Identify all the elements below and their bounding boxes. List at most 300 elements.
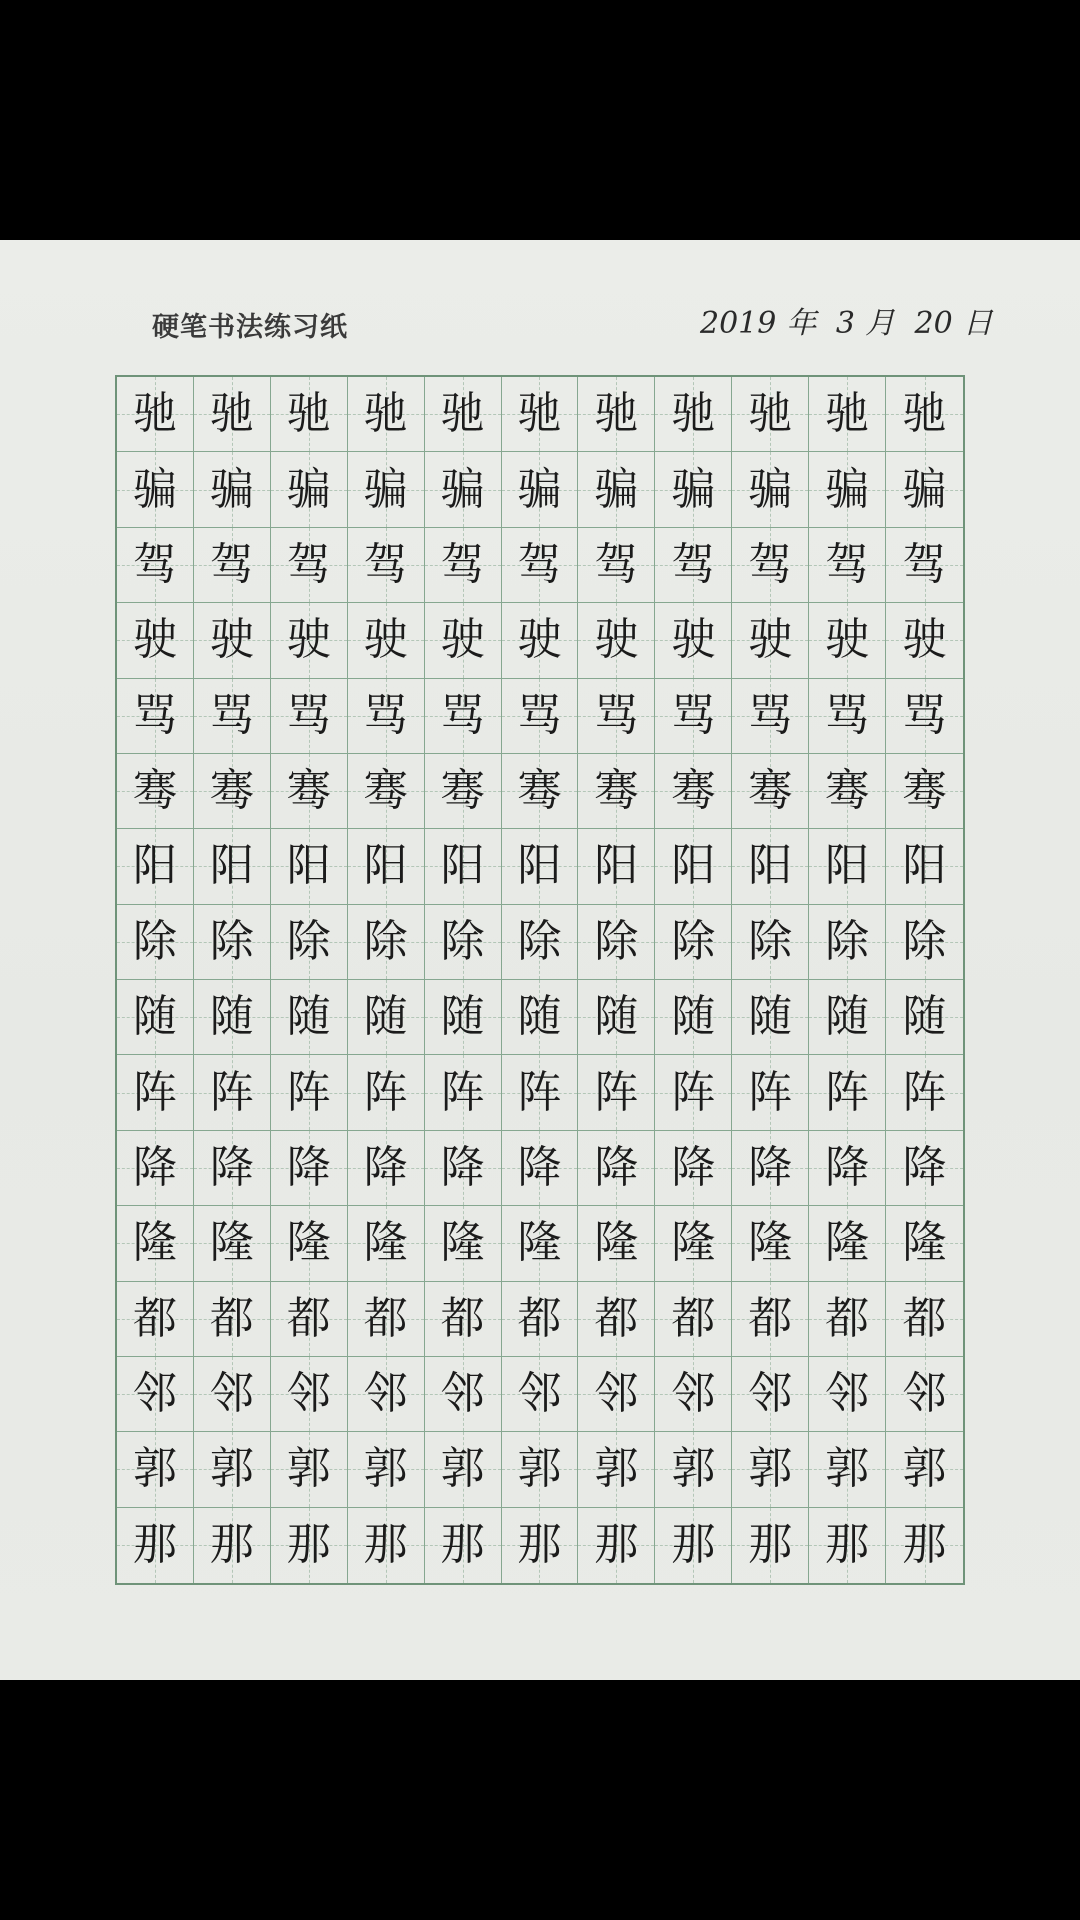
practice-character: 骂 <box>594 689 639 741</box>
practice-character: 驰 <box>748 388 793 440</box>
practice-character: 降 <box>286 1141 331 1193</box>
practice-character: 降 <box>517 1141 562 1193</box>
grid-cell <box>809 1508 886 1583</box>
grid-cell <box>809 1206 886 1281</box>
practice-character: 隆 <box>363 1217 408 1269</box>
practice-character: 阳 <box>825 840 870 892</box>
practice-character: 隆 <box>594 1217 639 1269</box>
grid-cell <box>348 1357 425 1432</box>
practice-character: 驰 <box>132 388 177 440</box>
practice-character: 骞 <box>517 765 562 817</box>
practice-character: 都 <box>902 1292 947 1344</box>
practice-character: 驶 <box>209 614 254 666</box>
practice-character: 邻 <box>517 1368 562 1420</box>
practice-character: 驰 <box>825 388 870 440</box>
grid-cell <box>271 1131 348 1206</box>
grid-cell <box>809 754 886 829</box>
practice-character: 骂 <box>671 689 716 741</box>
practice-character: 降 <box>209 1141 254 1193</box>
grid-cell <box>886 679 963 754</box>
grid-cell <box>425 1131 502 1206</box>
practice-character: 驾 <box>132 538 177 590</box>
grid-cell <box>502 980 579 1055</box>
grid-cell <box>117 1282 194 1357</box>
practice-character: 骞 <box>286 765 331 817</box>
practice-character: 骗 <box>286 463 331 515</box>
grid-cell <box>578 1131 655 1206</box>
practice-character: 骞 <box>902 765 947 817</box>
grid-cell <box>809 1282 886 1357</box>
grid-cell <box>271 754 348 829</box>
grid-cell <box>809 1055 886 1130</box>
practice-character: 都 <box>748 1292 793 1344</box>
practice-character: 随 <box>825 991 870 1043</box>
grid-cell <box>194 1282 271 1357</box>
grid-cell <box>886 980 963 1055</box>
practice-character: 都 <box>286 1292 331 1344</box>
grid-cell <box>271 1282 348 1357</box>
practice-character: 阵 <box>517 1066 562 1118</box>
practice-character: 邻 <box>209 1368 254 1420</box>
grid-cell <box>425 829 502 904</box>
practice-character: 邻 <box>594 1368 639 1420</box>
practice-character: 骞 <box>748 765 793 817</box>
grid-cell <box>578 1357 655 1432</box>
grid-cell <box>578 829 655 904</box>
grid-cell <box>425 1282 502 1357</box>
grid-cell <box>271 377 348 452</box>
grid-cell <box>732 1508 809 1583</box>
practice-character: 阵 <box>209 1066 254 1118</box>
practice-character: 阳 <box>671 840 716 892</box>
grid-cell <box>194 1206 271 1281</box>
practice-character: 骞 <box>363 765 408 817</box>
grid-cell <box>809 452 886 527</box>
practice-character: 骗 <box>363 463 408 515</box>
practice-character: 都 <box>363 1292 408 1344</box>
grid-cell <box>886 1131 963 1206</box>
date-day-unit: 日 <box>962 306 993 341</box>
grid-cell <box>348 754 425 829</box>
grid-cell <box>348 905 425 980</box>
practice-character: 骞 <box>209 765 254 817</box>
practice-character: 驰 <box>517 388 562 440</box>
grid-cell <box>809 679 886 754</box>
practice-character: 那 <box>671 1519 716 1571</box>
practice-character: 骂 <box>363 689 408 741</box>
practice-character: 骞 <box>440 765 485 817</box>
practice-character: 邻 <box>132 1368 177 1420</box>
grid-cell <box>348 377 425 452</box>
grid-cell <box>655 1131 732 1206</box>
practice-character: 除 <box>517 915 562 967</box>
practice-character: 骂 <box>517 689 562 741</box>
grid-cell <box>502 679 579 754</box>
practice-character: 除 <box>594 915 639 967</box>
practice-character: 阵 <box>363 1066 408 1118</box>
practice-character: 驾 <box>517 538 562 590</box>
practice-character: 驾 <box>209 538 254 590</box>
grid-cell <box>271 679 348 754</box>
practice-character: 驰 <box>363 388 408 440</box>
grid-cell <box>578 905 655 980</box>
grid-cell <box>348 1508 425 1583</box>
grid-cell <box>348 1131 425 1206</box>
practice-character: 随 <box>132 991 177 1043</box>
grid-cell <box>502 1131 579 1206</box>
grid-cell <box>732 452 809 527</box>
grid-cell <box>732 1131 809 1206</box>
practice-character: 骂 <box>902 689 947 741</box>
practice-sheet <box>0 240 1080 1680</box>
practice-character: 驰 <box>594 388 639 440</box>
practice-character: 除 <box>132 915 177 967</box>
grid-cell <box>578 754 655 829</box>
date-year: 2019 <box>700 306 777 341</box>
grid-cell <box>117 1206 194 1281</box>
grid-cell <box>578 1508 655 1583</box>
practice-character: 那 <box>363 1519 408 1571</box>
grid-cell <box>502 905 579 980</box>
grid-cell <box>732 679 809 754</box>
grid-cell <box>502 528 579 603</box>
grid-cell <box>425 528 502 603</box>
practice-character: 阳 <box>748 840 793 892</box>
practice-character: 降 <box>132 1141 177 1193</box>
grid-cell <box>732 1282 809 1357</box>
grid-cell <box>578 1206 655 1281</box>
grid-cell <box>348 980 425 1055</box>
grid-cell <box>425 452 502 527</box>
practice-character: 郭 <box>671 1443 716 1495</box>
practice-character: 阵 <box>132 1066 177 1118</box>
grid-cell <box>886 754 963 829</box>
practice-character: 驶 <box>286 614 331 666</box>
grid-cell <box>502 1357 579 1432</box>
grid-cell <box>809 1131 886 1206</box>
grid-cell <box>425 1508 502 1583</box>
practice-character: 郭 <box>902 1443 947 1495</box>
grid-cell <box>425 377 502 452</box>
grid-cell <box>348 452 425 527</box>
practice-character: 随 <box>440 991 485 1043</box>
practice-character: 邻 <box>286 1368 331 1420</box>
practice-character: 阵 <box>594 1066 639 1118</box>
grid-cell <box>117 905 194 980</box>
practice-character: 郭 <box>440 1443 485 1495</box>
practice-character: 驰 <box>209 388 254 440</box>
grid-cell <box>271 1508 348 1583</box>
practice-character: 驾 <box>286 538 331 590</box>
practice-character: 除 <box>286 915 331 967</box>
grid-cell <box>578 980 655 1055</box>
date-month-unit: 月 <box>865 306 895 341</box>
sheet-title: 硬笔书法练习纸 <box>152 312 348 343</box>
grid-cell <box>348 1282 425 1357</box>
grid-cell <box>348 829 425 904</box>
practice-character: 驰 <box>286 388 331 440</box>
practice-character: 降 <box>825 1141 870 1193</box>
practice-character: 那 <box>902 1519 947 1571</box>
grid-cell <box>425 754 502 829</box>
grid-cell <box>809 1357 886 1432</box>
grid-cell <box>194 1131 271 1206</box>
grid-cell <box>271 528 348 603</box>
practice-character: 郭 <box>286 1443 331 1495</box>
grid-cell <box>809 980 886 1055</box>
practice-character: 驶 <box>594 614 639 666</box>
grid-cell <box>502 1055 579 1130</box>
practice-character: 骗 <box>517 463 562 515</box>
grid-cell <box>117 1055 194 1130</box>
grid-cell <box>117 754 194 829</box>
grid-cell <box>502 754 579 829</box>
practice-character: 骂 <box>286 689 331 741</box>
grid-cell <box>271 829 348 904</box>
grid-cell <box>348 1055 425 1130</box>
practice-character: 骗 <box>440 463 485 515</box>
practice-character: 除 <box>671 915 716 967</box>
practice-character: 随 <box>363 991 408 1043</box>
practice-character: 阳 <box>209 840 254 892</box>
practice-character: 驾 <box>748 538 793 590</box>
practice-character: 驶 <box>825 614 870 666</box>
grid-cell <box>271 1357 348 1432</box>
grid-cell <box>655 829 732 904</box>
grid-cell <box>578 452 655 527</box>
practice-character: 除 <box>825 915 870 967</box>
practice-character: 邻 <box>825 1368 870 1420</box>
grid-cell <box>502 377 579 452</box>
grid-cell <box>194 1432 271 1507</box>
grid-cell <box>425 1357 502 1432</box>
grid-cell <box>886 905 963 980</box>
grid-cell <box>425 1432 502 1507</box>
grid-cell <box>655 980 732 1055</box>
grid-cell <box>886 1357 963 1432</box>
grid-cell <box>655 603 732 678</box>
practice-character: 驶 <box>363 614 408 666</box>
practice-character: 都 <box>440 1292 485 1344</box>
practice-character: 骂 <box>748 689 793 741</box>
practice-character: 驾 <box>825 538 870 590</box>
practice-character: 驶 <box>132 614 177 666</box>
grid-cell <box>578 528 655 603</box>
grid-cell <box>502 829 579 904</box>
grid-cell <box>194 905 271 980</box>
grid-cell <box>502 1432 579 1507</box>
practice-character: 郭 <box>825 1443 870 1495</box>
grid-cell <box>348 528 425 603</box>
grid-cell <box>194 1508 271 1583</box>
grid-cell <box>732 603 809 678</box>
grid-cell <box>194 603 271 678</box>
practice-character: 骗 <box>748 463 793 515</box>
grid-cell <box>886 829 963 904</box>
grid-cell <box>886 603 963 678</box>
grid-cell <box>194 679 271 754</box>
practice-character: 邻 <box>902 1368 947 1420</box>
practice-character: 驶 <box>440 614 485 666</box>
practice-character: 骞 <box>594 765 639 817</box>
practice-character: 那 <box>286 1519 331 1571</box>
grid-cell <box>655 377 732 452</box>
grid-cell <box>886 1282 963 1357</box>
practice-character: 驶 <box>902 614 947 666</box>
grid-cell <box>425 980 502 1055</box>
grid-cell <box>655 754 732 829</box>
grid-cell <box>348 1206 425 1281</box>
grid-cell <box>425 603 502 678</box>
grid-cell <box>886 1055 963 1130</box>
practice-character: 隆 <box>902 1217 947 1269</box>
practice-character: 骞 <box>825 765 870 817</box>
practice-character: 阵 <box>286 1066 331 1118</box>
grid-cell <box>117 1131 194 1206</box>
grid-cell <box>425 679 502 754</box>
practice-character: 邻 <box>748 1368 793 1420</box>
practice-character: 随 <box>902 991 947 1043</box>
practice-character: 阳 <box>594 840 639 892</box>
practice-character: 骗 <box>594 463 639 515</box>
practice-character: 除 <box>363 915 408 967</box>
grid-cell <box>117 679 194 754</box>
grid-cell <box>271 1432 348 1507</box>
practice-character: 郭 <box>517 1443 562 1495</box>
grid-cell <box>194 377 271 452</box>
practice-character: 隆 <box>132 1217 177 1269</box>
practice-character: 隆 <box>440 1217 485 1269</box>
grid-cell <box>578 603 655 678</box>
grid-cell <box>348 1432 425 1507</box>
grid-cell <box>117 452 194 527</box>
grid-cell <box>117 1508 194 1583</box>
grid-cell <box>886 1508 963 1583</box>
sheet-date <box>700 298 1003 342</box>
grid-cell <box>271 980 348 1055</box>
grid-cell <box>578 1432 655 1507</box>
grid-cell <box>425 905 502 980</box>
practice-character: 隆 <box>748 1217 793 1269</box>
practice-character: 郭 <box>209 1443 254 1495</box>
practice-character: 隆 <box>286 1217 331 1269</box>
practice-character: 骂 <box>209 689 254 741</box>
date-year-unit: 年 <box>786 306 817 341</box>
grid-cell <box>117 1357 194 1432</box>
grid-cell <box>194 1055 271 1130</box>
grid-cell <box>886 1432 963 1507</box>
practice-character: 郭 <box>363 1443 408 1495</box>
practice-character: 郭 <box>748 1443 793 1495</box>
practice-character: 都 <box>132 1292 177 1344</box>
practice-character: 那 <box>594 1519 639 1571</box>
practice-character: 骗 <box>825 463 870 515</box>
grid-cell <box>809 1432 886 1507</box>
practice-character: 骂 <box>825 689 870 741</box>
practice-character: 都 <box>671 1292 716 1344</box>
practice-character: 除 <box>209 915 254 967</box>
grid-cell <box>732 1055 809 1130</box>
grid-cell <box>194 1357 271 1432</box>
grid-cell <box>117 377 194 452</box>
grid-cell <box>809 528 886 603</box>
practice-character: 骗 <box>209 463 254 515</box>
practice-character: 都 <box>517 1292 562 1344</box>
grid-cell <box>117 603 194 678</box>
practice-character: 驾 <box>671 538 716 590</box>
grid-cell <box>502 452 579 527</box>
grid-cell <box>502 1206 579 1281</box>
grid-cell <box>732 829 809 904</box>
practice-character: 降 <box>440 1141 485 1193</box>
grid-cell <box>502 1508 579 1583</box>
practice-character: 随 <box>286 991 331 1043</box>
practice-character: 郭 <box>132 1443 177 1495</box>
practice-character: 那 <box>748 1519 793 1571</box>
practice-character: 降 <box>594 1141 639 1193</box>
grid-cell <box>502 603 579 678</box>
practice-character: 除 <box>902 915 947 967</box>
practice-character: 随 <box>671 991 716 1043</box>
grid-cell <box>809 829 886 904</box>
practice-grid <box>115 375 965 1585</box>
practice-character: 骗 <box>671 463 716 515</box>
grid-cell <box>194 528 271 603</box>
practice-character: 降 <box>902 1141 947 1193</box>
practice-character: 阵 <box>825 1066 870 1118</box>
practice-character: 骗 <box>902 463 947 515</box>
practice-character: 驾 <box>594 538 639 590</box>
grid-cell <box>194 829 271 904</box>
grid-cell <box>732 377 809 452</box>
practice-character: 郭 <box>594 1443 639 1495</box>
practice-character: 驾 <box>902 538 947 590</box>
grid-cell <box>886 377 963 452</box>
grid-cell <box>117 980 194 1055</box>
practice-character: 驶 <box>748 614 793 666</box>
practice-character: 阳 <box>363 840 408 892</box>
grid-cell <box>271 603 348 678</box>
grid-cell <box>655 905 732 980</box>
grid-cell <box>732 1357 809 1432</box>
grid-cell <box>809 377 886 452</box>
practice-character: 都 <box>594 1292 639 1344</box>
grid-cell <box>271 905 348 980</box>
grid-cell <box>271 452 348 527</box>
practice-character: 驰 <box>440 388 485 440</box>
practice-character: 驰 <box>671 388 716 440</box>
practice-character: 骂 <box>440 689 485 741</box>
practice-character: 阵 <box>748 1066 793 1118</box>
grid-cell <box>194 452 271 527</box>
grid-cell <box>271 1055 348 1130</box>
grid-cell <box>348 679 425 754</box>
grid-cell <box>194 754 271 829</box>
practice-character: 阳 <box>286 840 331 892</box>
practice-character: 那 <box>132 1519 177 1571</box>
practice-character: 降 <box>748 1141 793 1193</box>
grid-cell <box>655 1282 732 1357</box>
practice-character: 骞 <box>132 765 177 817</box>
grid-cell <box>348 603 425 678</box>
grid-cell <box>578 1055 655 1130</box>
grid-cell <box>732 754 809 829</box>
grid-cell <box>655 452 732 527</box>
grid-cell <box>578 679 655 754</box>
grid-cell <box>809 905 886 980</box>
practice-character: 骗 <box>132 463 177 515</box>
practice-character: 降 <box>671 1141 716 1193</box>
